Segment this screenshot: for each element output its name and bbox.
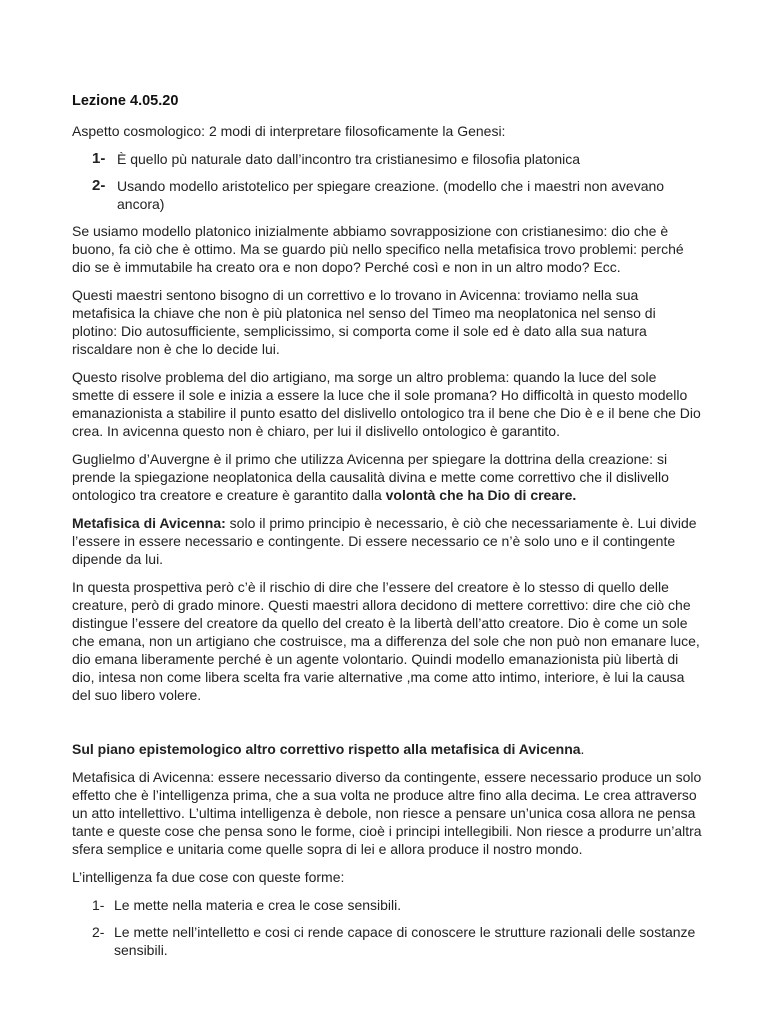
numbered-list-forms xyxy=(72,896,702,959)
bold-label: Metafisica di Avicenna: xyxy=(72,515,226,531)
spacer xyxy=(72,714,702,740)
page-title: Lezione 4.05.20 xyxy=(72,93,179,109)
list-item xyxy=(72,896,702,914)
paragraph-text: solo il primo principio è necessario, è ciò che necessariamente è. Lui divide l’essere in essere necessario e contingente. Di essere necessario ce n’è solo uno e il contingente dipende da lui. xyxy=(72,515,697,567)
list-item xyxy=(72,177,702,213)
bold-heading: Sul piano epistemologico altro correttivo rispetto alla metafisica di Avicenna xyxy=(72,741,581,757)
list-number: 2- xyxy=(92,924,105,940)
paragraph-platonic-model: Se usiamo modello platonico inizialmente abbiamo sovrapposizione con cristianesimo: dio che è buono, fa ciò che è ottimo. Ma se guardo più nello specifico nella metafisica trovo problemi: perché dio se è immutabile ha creato ora e non dopo? Perché così e non in un altro modo? Ecc. xyxy=(72,223,684,275)
list-text: È quello pù naturale dato dall’incontro tra cristianesimo e filosofia platonica xyxy=(117,151,581,167)
paragraph-perspective-risk: In questa prospettiva però c’è il rischio di dire che l’essere del creatore è lo stesso di quello delle creature, però di grado minore. Questi maestri allora decidono di mettere correttivo: dire che ciò che distingue l’essere del creatore da quello del creato è la libertà dell’atto creatore. Dio è come un sole che emana, non un artigiano che costruisce, ma a differenza del sole che non può non emanare luce, dio emana liberamente perché è un agente volontario. Quindi modello emanazionista più libertà di dio, intesa non come libera scelta fra varie alternative ,ma come atto intimo, interiore, è lui la causa del suo libero volere. xyxy=(72,579,700,703)
paragraph-guglielmo xyxy=(72,450,702,504)
paragraph-artisan-god: Questo risolve problema del dio artigiano, ma sorge un altro problema: quando la luce del sole smette di essere il sole e inizia a essere la luce che il sole promana? Ho difficoltà in questo modello emanazionista a stabilire il punto esatto del dislivello ontologico tra il bene che Dio è e il bene che Dio crea. In avicenna questo non è chiaro, per lui il dislivello ontologico è garantito. xyxy=(72,369,701,439)
paragraph-intelligence-forms: L’intelligenza fa due cose con queste forme: xyxy=(72,869,345,885)
paragraph-avicenna-corrective: Questi maestri sentono bisogno di un correttivo e lo trovano in Avicenna: troviamo nella sua metafisica la chiave che non è più platonica nel senso del Timeo ma neoplatonica nel senso di plotino: Dio autosufficiente, semplicissimo, si comporta come il sole ed è dato alla sua natura riscaldare non è che lo decide lui. xyxy=(72,287,656,357)
intro-paragraph: Aspetto cosmologico: 2 modi di interpretare filosoficamente la Genesi: xyxy=(72,123,506,139)
paragraph-intelligences: Metafisica di Avicenna: essere necessario diverso da contingente, essere necessario produce un solo effetto che è l’intelligenza prima, che a sua volta ne produce altre fino alla decima. Le crea attraverso un atto intellettivo. L’ultima intelligenza è debole, non riesce a pensare un’unica cosa allora ne pensa tante e queste cose che pensa sono le forme, cioè i principi intellegibili. Non riesce a produrre un’altra sfera semplice e unitaria come quelle sopra di lei e allora produce il nostro mondo. xyxy=(72,769,702,857)
bold-phrase: volontà che ha Dio di creare. xyxy=(385,487,577,503)
paragraph-avicenna-metaphysics xyxy=(72,514,702,568)
paragraph-text: Guglielmo d’Auvergne è il primo che utilizza Avicenna per spiegare la dottrina della creazione: si prende la spiegazione neoplatonica della causalità divina e mette come correttivo che il dislivello ontologico tra creatore e creature è garantito dalla xyxy=(72,451,669,503)
list-number: 1- xyxy=(92,150,106,167)
list-item xyxy=(72,150,702,168)
list-item xyxy=(72,923,702,959)
heading-period: . xyxy=(580,741,585,757)
list-text: Usando modello aristotelico per spiegare creazione. (modello che i maestri non avevano ancora) xyxy=(117,178,665,212)
list-number: 1- xyxy=(92,897,105,913)
document-page xyxy=(72,92,702,968)
list-number: 2- xyxy=(92,177,106,194)
list-text: Le mette nella materia e crea le cose sensibili. xyxy=(114,897,402,913)
numbered-list-interpretations xyxy=(72,150,702,213)
section-heading-epistemology xyxy=(72,740,702,758)
list-text: Le mette nell’intelletto e cosi ci rende capace di conoscere le strutture razionali delle sostanze sensibili. xyxy=(114,924,696,958)
